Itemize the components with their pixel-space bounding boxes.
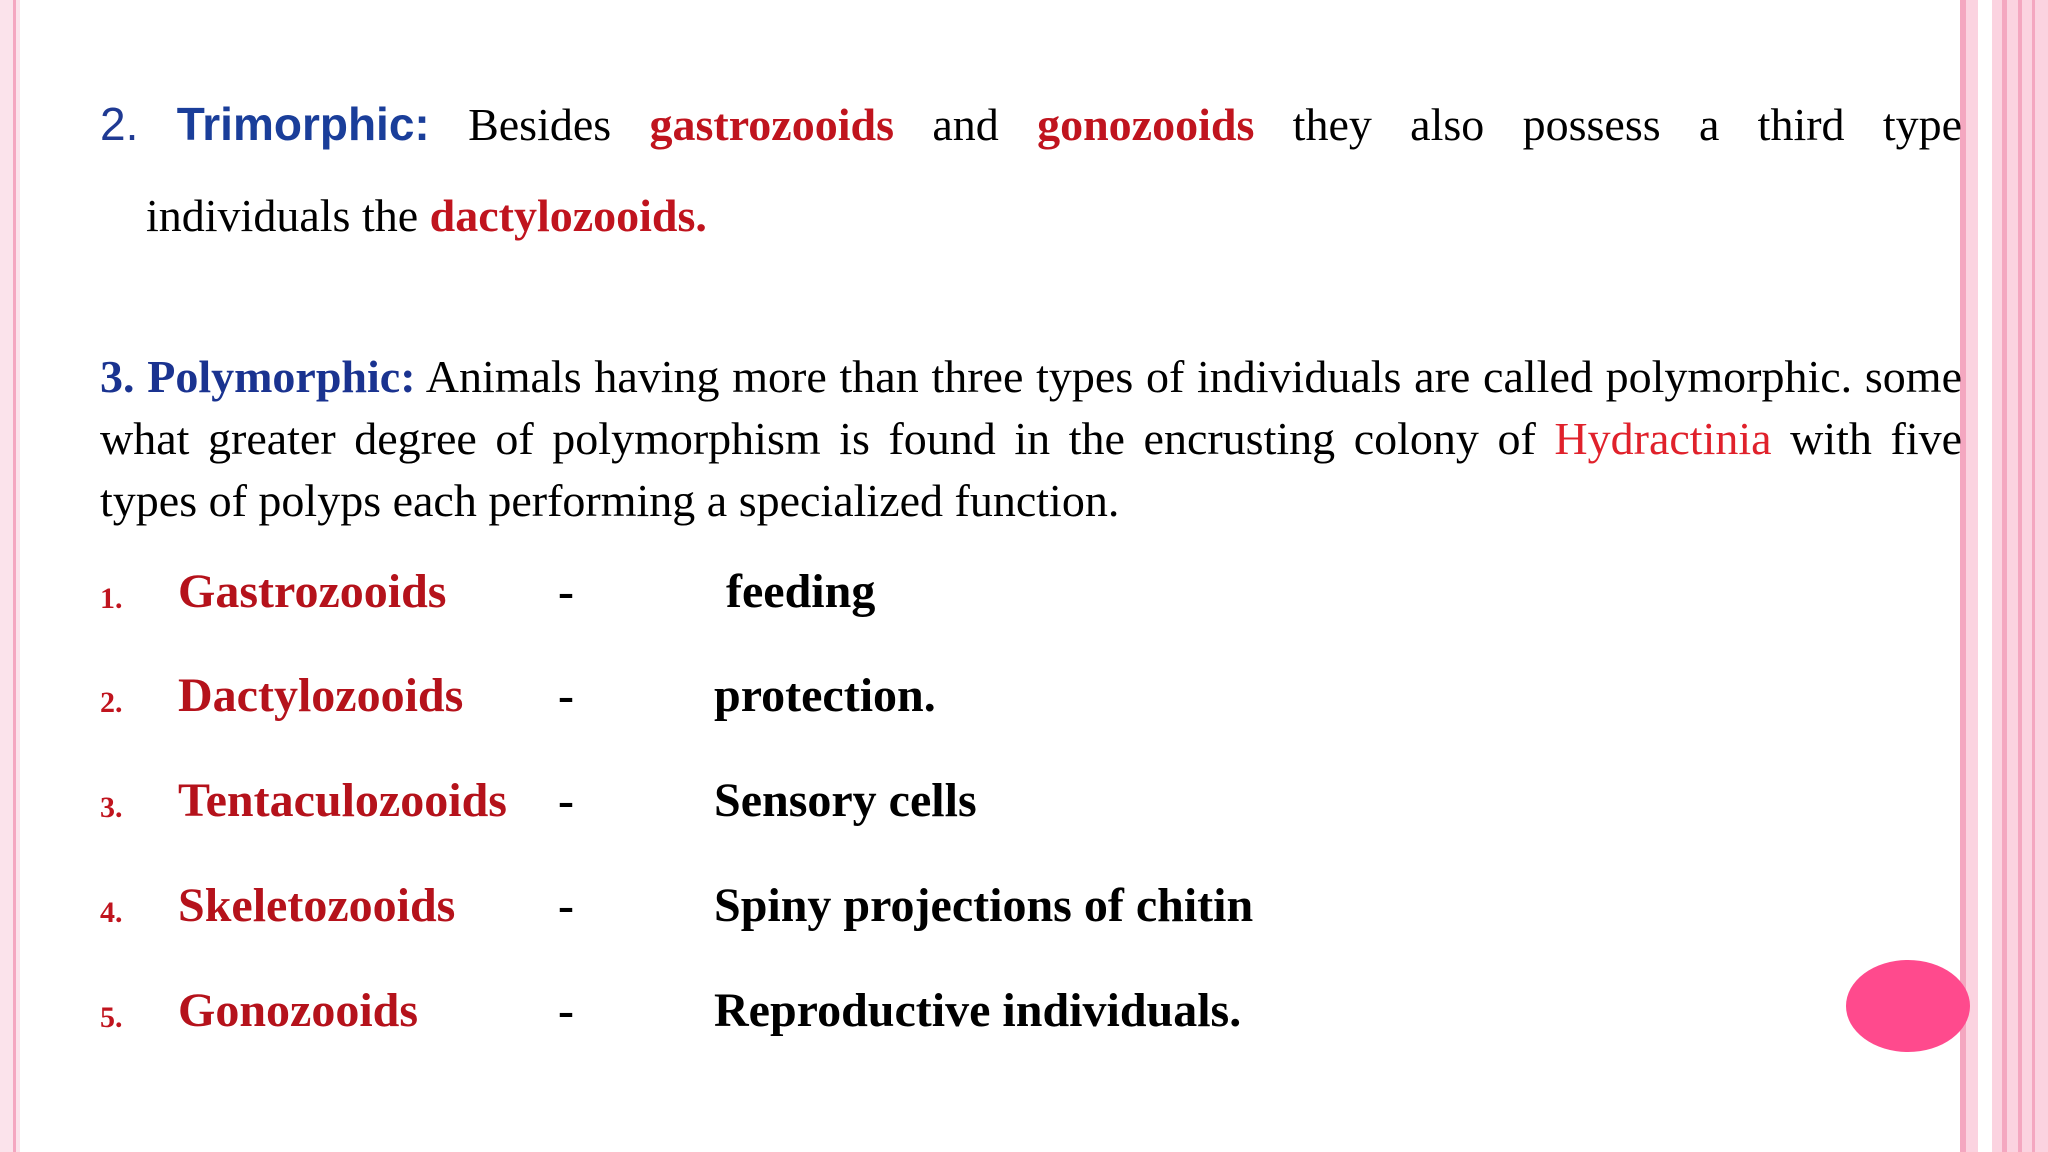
text: individuals the <box>146 190 419 241</box>
left-border <box>0 0 20 1152</box>
list-number: 2. <box>100 686 123 719</box>
list-number: 5. <box>100 1001 123 1034</box>
keyword-dactylozooids: dactylozooids. <box>429 190 707 241</box>
polyp-name: Gonozooids <box>178 984 419 1037</box>
list-number: 3. <box>100 791 123 824</box>
list-number: 4. <box>100 896 123 929</box>
keyword-gastrozooids: gastrozooids <box>649 99 894 150</box>
polyp-name: Tentaculozooids <box>178 774 507 827</box>
polyp-function: Reproductive individuals. <box>714 984 1242 1037</box>
text: and <box>932 99 999 150</box>
separator: - <box>558 774 574 827</box>
slide <box>20 0 1963 1152</box>
list-number: 1. <box>100 582 123 615</box>
polyp-function: feeding <box>726 565 876 618</box>
polymorphic-heading: 3. Polymorphic: <box>100 351 416 402</box>
right-border <box>1960 0 2048 1152</box>
text: they also possess a third type <box>1292 99 1963 150</box>
separator: - <box>558 879 574 932</box>
polyp-name: Dactylozooids <box>178 669 464 722</box>
polyp-function: Spiny projections of chitin <box>714 879 1254 932</box>
polyp-name: Skeletozooids <box>178 879 456 932</box>
polyp-function: Sensory cells <box>714 774 977 827</box>
point-polymorphic <box>100 346 1962 532</box>
text: with five types of polyps each performing a specialized function. <box>100 413 1963 526</box>
text: Besides <box>468 99 612 150</box>
point-trimorphic-line2 <box>146 186 2008 246</box>
separator: - <box>558 984 574 1037</box>
trimorphic-heading: Trimorphic: <box>176 98 430 150</box>
point-trimorphic <box>100 94 1962 155</box>
text: Animals having more than three types of individuals are called polymorphic. some what greater degree of polymorphism is found in the encrusting colony of <box>100 351 1963 464</box>
polyp-name: Gastrozooids <box>178 565 447 618</box>
separator: - <box>558 565 574 618</box>
separator: - <box>558 669 574 722</box>
left-border-line <box>13 0 16 1152</box>
polyp-function: protection. <box>714 669 936 722</box>
keyword-hydractinia: Hydractinia <box>1554 413 1772 464</box>
point-number: 2. <box>100 98 139 150</box>
pink-dot-decoration <box>1846 960 1970 1052</box>
keyword-gonozooids: gonozooids <box>1037 99 1255 150</box>
